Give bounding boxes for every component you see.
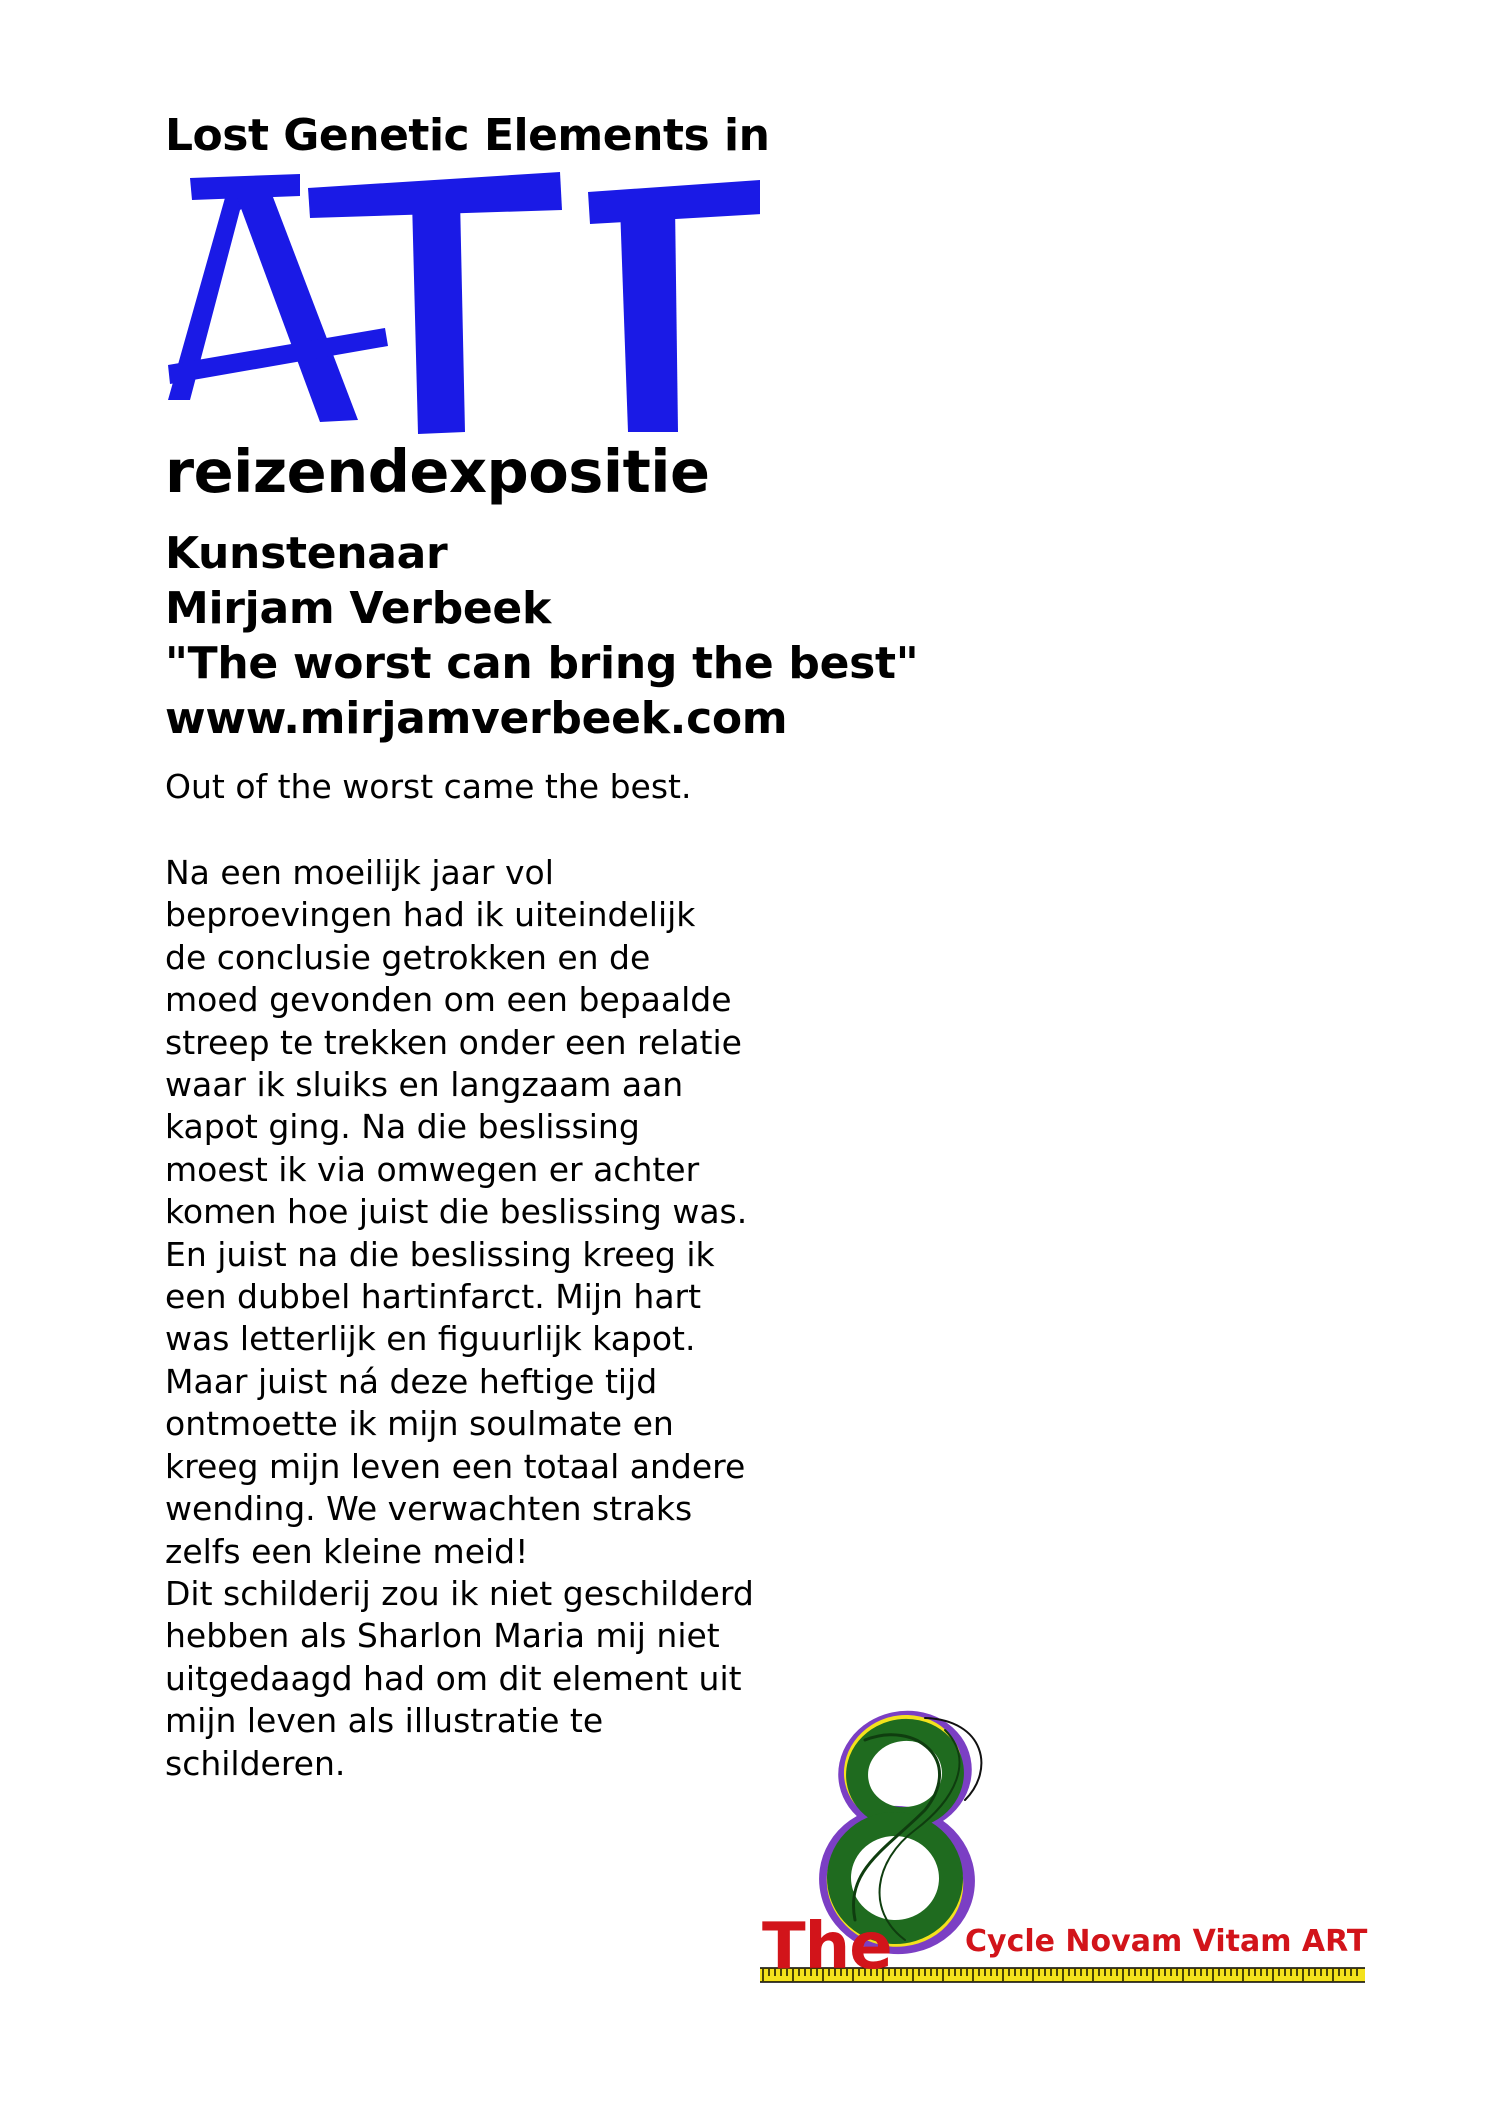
story-line: moed gevonden om een bepaalde [165,980,732,1020]
story-line: streep te trekken onder een relatie [165,1022,742,1062]
story-line: Na een moeilijk jaar vol [165,853,554,892]
story-line: Dit schilderij zou ik niet geschilderd [165,1573,754,1613]
exhibition-kicker: Lost Genetic Elements in [165,110,770,161]
art-title-graphic [160,170,760,440]
story-line: Maar juist ná deze heftige tijd [165,1361,658,1401]
logo-prefix: The [762,1910,892,1984]
story-line: komen hoe juist die beslissing was. [165,1192,748,1232]
story-line: hebben als Sharlon Maria mij niet [165,1616,720,1656]
story-line: moest ik via omwegen er achter [165,1149,700,1189]
story-line: kapot ging. Na die beslissing [165,1107,640,1147]
intro-line: Out of the worst came the best. [165,767,692,806]
story-line: En juist na die beslissing kreeg ik [165,1234,715,1274]
story-line: de conclusie getrokken en de [165,937,651,977]
story-line: een dubbel hartinfarct. Mijn hart [165,1277,702,1317]
artist-role: Kunstenaar [165,528,448,579]
story-paragraph [165,852,765,1785]
story-line: ontmoette ik mijn soulmate en [165,1404,674,1444]
exhibition-subtitle: reizendexpositie [165,437,710,506]
artwork-quote: "The worst can bring the best" [165,638,919,689]
artist-name: Mirjam Verbeek [165,583,551,634]
story-line: uitgedaagd had om dit element uit [165,1658,742,1698]
story-line: wending. We verwachten straks [165,1489,693,1529]
story-line: waar ik sluiks en langzaam aan [165,1065,684,1105]
story-line: zelfs een kleine meid! [165,1531,529,1571]
story-line: mijn leven als illustratie te [165,1701,604,1741]
artist-website-link[interactable]: www.mirjamverbeek.com [165,693,788,744]
story-line: beproevingen had ik uiteindelijk [165,895,696,935]
logo-tagline: Cycle Novam Vitam ART [965,1924,1368,1959]
story-line: kreeg mijn leven een totaal andere [165,1446,746,1486]
story-line: was letterlijk en figuurlijk kapot. [165,1319,696,1359]
story-line: schilderen. [165,1743,346,1783]
